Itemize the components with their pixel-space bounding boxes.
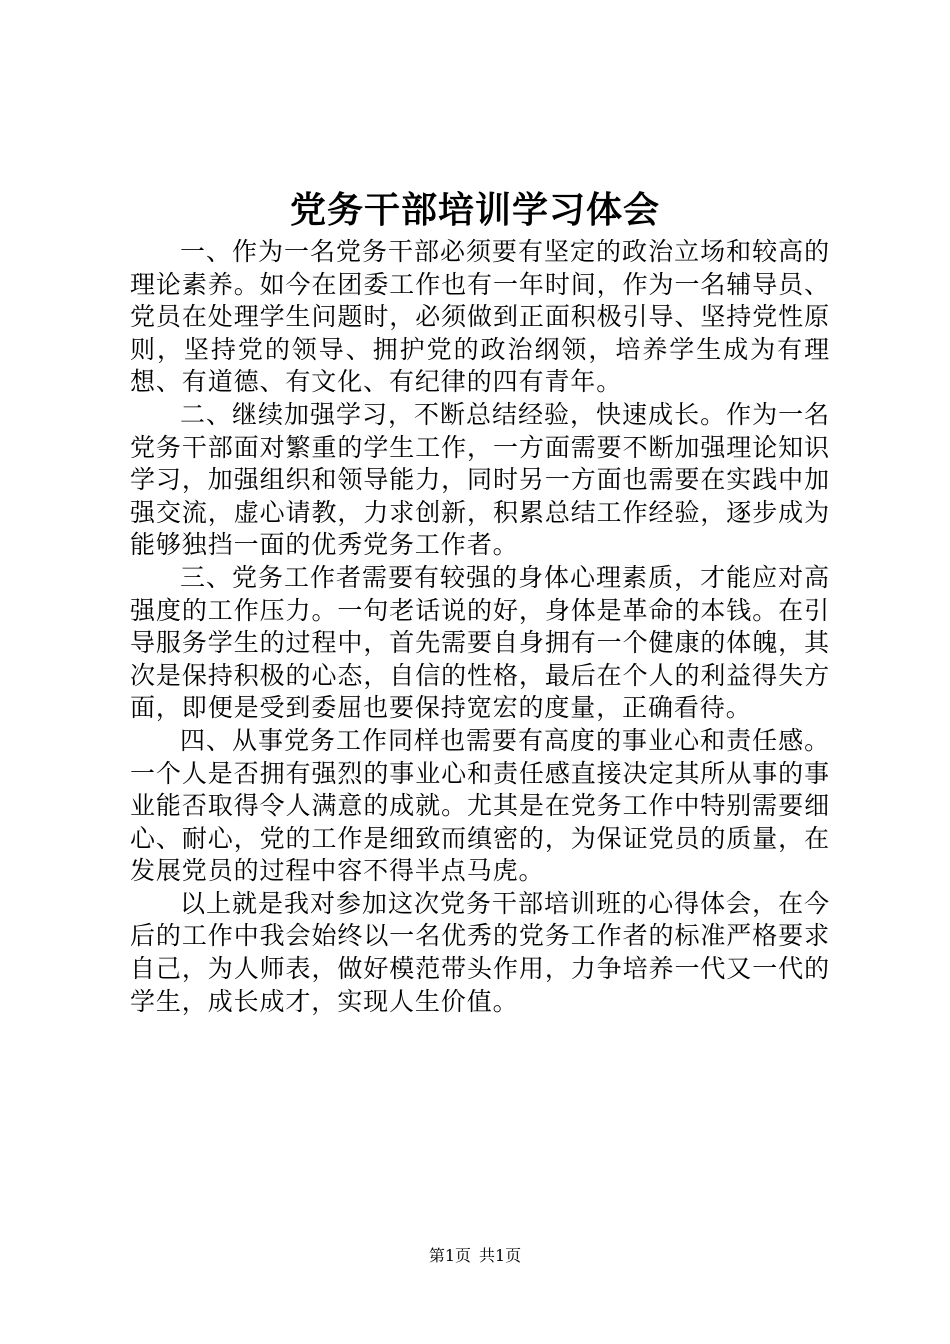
paragraph-1: 一、作为一名党务干部必须要有坚定的政治立场和较高的理论素养。如今在团委工作也有一年时间，作为一名辅导员、党员在处理学生问题时，必须做到正面积极引导、坚持党性原则，坚持党的领导、拥护党的政治纲领，培养学生成为有理想、有道德、有文化、有纪律的四有青年。: [130, 237, 830, 397]
paragraph-3: 三、党务工作者需要有较强的身体心理素质，才能应对高强度的工作压力。一句老话说的好，身体是革命的本钱。在引导服务学生的过程中，首先需要自身拥有一个健康的体魄，其次是保持积极的心态，自信的性格，最后在个人的利益得失方面，即便是受到委屈也要保持宽宏的度量，正确看待。: [130, 562, 830, 723]
page-footer: [0, 1244, 950, 1268]
paragraph-4: 四、从事党务工作同样也需要有高度的事业心和责任感。一个人是否拥有强烈的事业心和责任感直接决定其所从事的事业能否取得令人满意的成就。尤其是在党务工作中特别需要细心、耐心，党的工作是细致而缜密的，为保证党员的质量，在发展党员的过程中容不得半点马虎。: [130, 725, 830, 886]
page-title: 党务干部培训学习体会: [289, 189, 660, 231]
paragraph-5: 以上就是我对参加这次党务干部培训班的心得体会，在今后的工作中我会始终以一名优秀的党务工作者的标准严格要求自己，为人师表，做好模范带头作用，力争培养一代又一代的学生，成长成才，实现人生价值。: [130, 888, 830, 1016]
page-number: 第1页: [428, 1246, 471, 1265]
page-total: 共1页: [479, 1246, 522, 1265]
document-body: [130, 236, 830, 1018]
paragraph-2: 二、继续加强学习，不断总结经验，快速成长。作为一名党务干部面对繁重的学生工作，一方面需要不断加强理论知识学习，加强组织和领导能力，同时另一方面也需要在实践中加强交流，虚心请教，力求创新，积累总结工作经验，逐步成为能够独挡一面的优秀党务工作者。: [130, 399, 830, 560]
